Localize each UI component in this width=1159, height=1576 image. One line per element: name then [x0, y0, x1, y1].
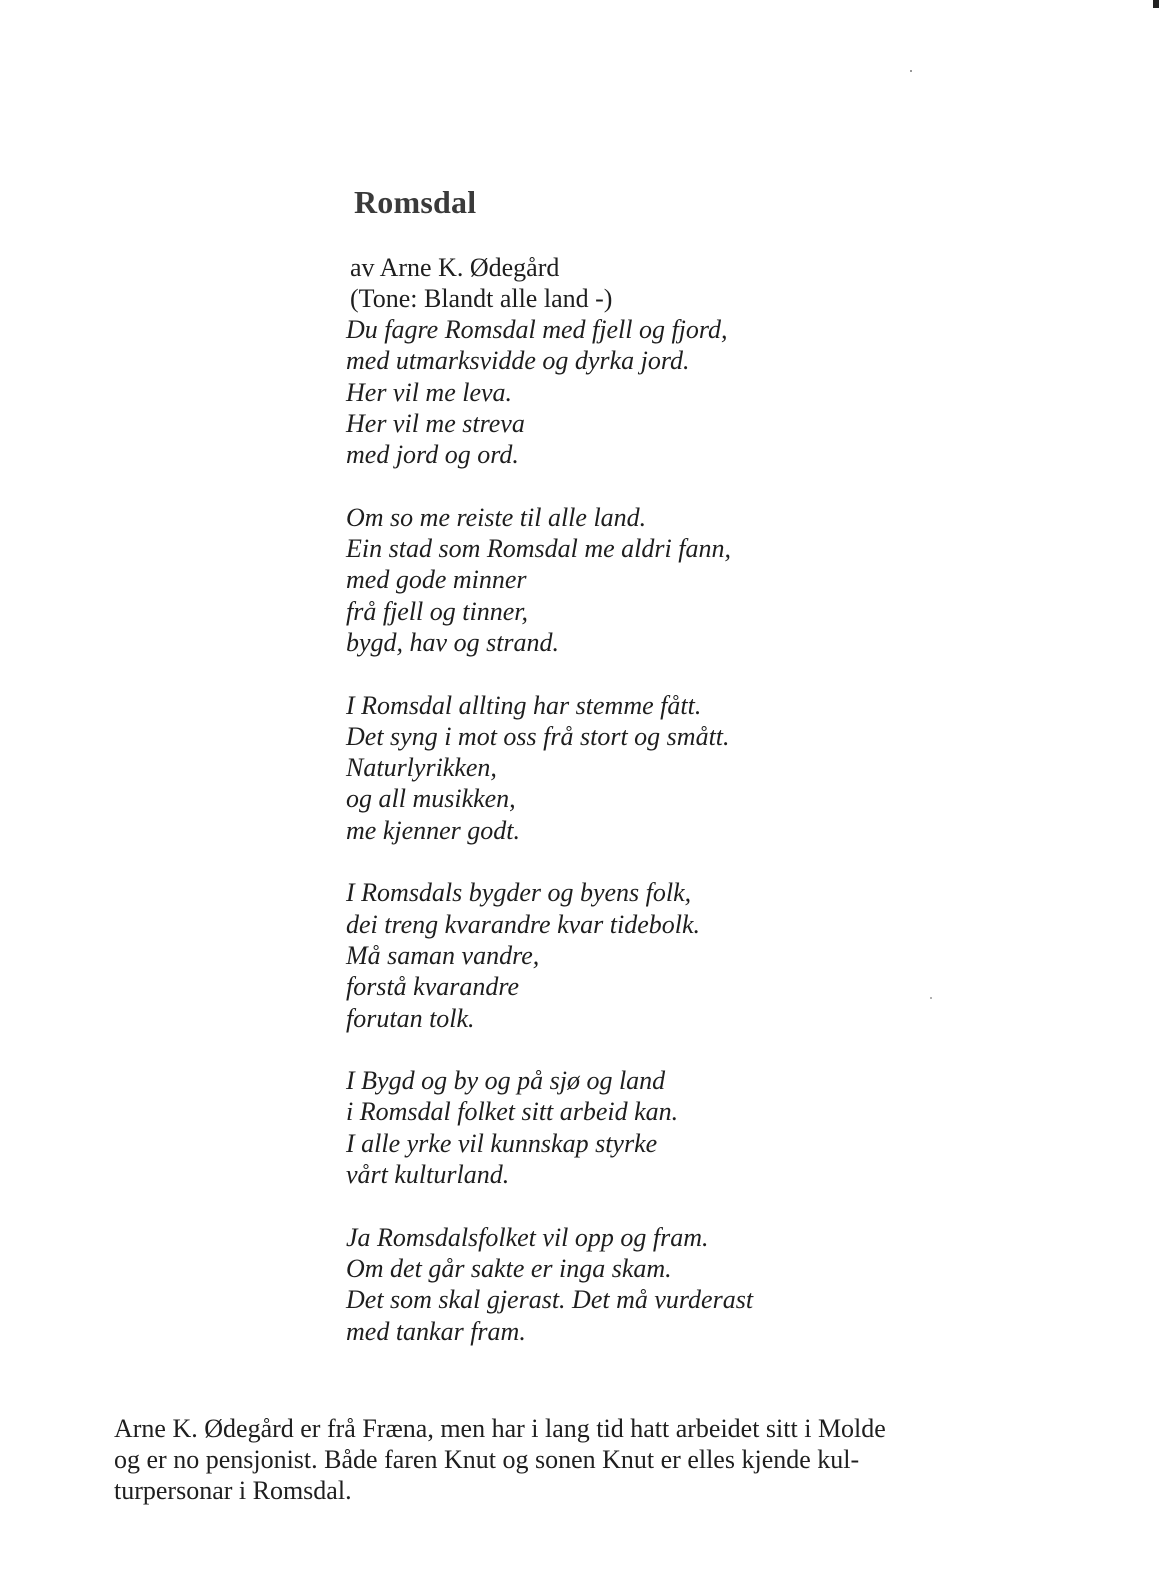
verse-line: og all musikken,: [346, 784, 516, 814]
verse-line: forstå kvarandre: [346, 972, 520, 1002]
stanza-2: [346, 502, 753, 658]
verse-line: med tankar fram.: [346, 1316, 526, 1346]
verse-line: med jord og ord.: [346, 440, 519, 470]
verse-line: me kjenner godt.: [346, 815, 521, 845]
verse-line: Her vil me leva.: [346, 377, 513, 407]
verse-line: I Romsdals bygder og byens folk,: [346, 878, 692, 908]
poem-title: Romsdal: [354, 184, 477, 220]
verse-line: Du fagre Romsdal med fjell og fjord,: [346, 315, 728, 344]
verse-line: Om so me reiste til alle land.: [346, 502, 647, 532]
verse-line: Om det går sakte er inga skam.: [346, 1253, 672, 1283]
verse-line: bygd, hav og strand.: [346, 627, 560, 657]
bio-line: turpersonar i Romsdal.: [114, 1476, 352, 1505]
stanza-1: [346, 314, 753, 470]
tune-line: (Tone: Blandt alle land -): [350, 284, 613, 313]
verse-line: Ein stad som Romsdal me aldri fann,: [346, 534, 731, 564]
verse-line: Naturlyrikken,: [346, 753, 497, 783]
verse-line: Ja Romsdalsfolket vil opp og fram.: [346, 1222, 709, 1252]
scan-speck: [930, 997, 932, 999]
verse-line: Det syng i mot oss frå stort og smått.: [346, 721, 730, 751]
author-bio: [114, 1413, 994, 1506]
bio-line: og er no pensjonist. Både faren Knut og sonen Knut er elles kjende kul-: [114, 1445, 860, 1474]
verse-line: dei treng kvarandre kvar tidebolk.: [346, 909, 701, 939]
verse-line: vårt kulturland.: [346, 1160, 510, 1190]
verse-line: i Romsdal folket sitt arbeid kan.: [346, 1097, 679, 1127]
verse-line: forutan tolk.: [346, 1003, 475, 1033]
stanza-3: [346, 690, 753, 846]
verse-line: I Bygd og by og på sjø og land: [346, 1066, 666, 1096]
stanza-4: [346, 877, 753, 1033]
verse-line: med utmarksvidde og dyrka jord.: [346, 346, 690, 376]
verse-line: I alle yrke vil kunnskap styrke: [346, 1128, 658, 1158]
verse-line: frå fjell og tinner,: [346, 596, 528, 626]
verse-line: Må saman vandre,: [346, 940, 540, 970]
scan-edge-mark: [1153, 0, 1159, 8]
bio-line: Arne K. Ødegård er frå Fræna, men har i lang tid hatt arbeidet sitt i Molde: [114, 1414, 886, 1443]
scan-speck: [910, 70, 912, 72]
poem-body: [346, 314, 753, 1378]
verse-line: Det som skal gjerast. Det må vurderast: [346, 1285, 754, 1315]
stanza-6: [346, 1222, 753, 1347]
verse-line: Her vil me streva: [346, 408, 525, 438]
stanza-5: [346, 1065, 753, 1190]
author-line: av Arne K. Ødegård: [350, 253, 560, 282]
verse-line: I Romsdal allting har stemme fått.: [346, 690, 702, 720]
verse-line: med gode minner: [346, 565, 527, 595]
poem-meta: [350, 252, 612, 314]
